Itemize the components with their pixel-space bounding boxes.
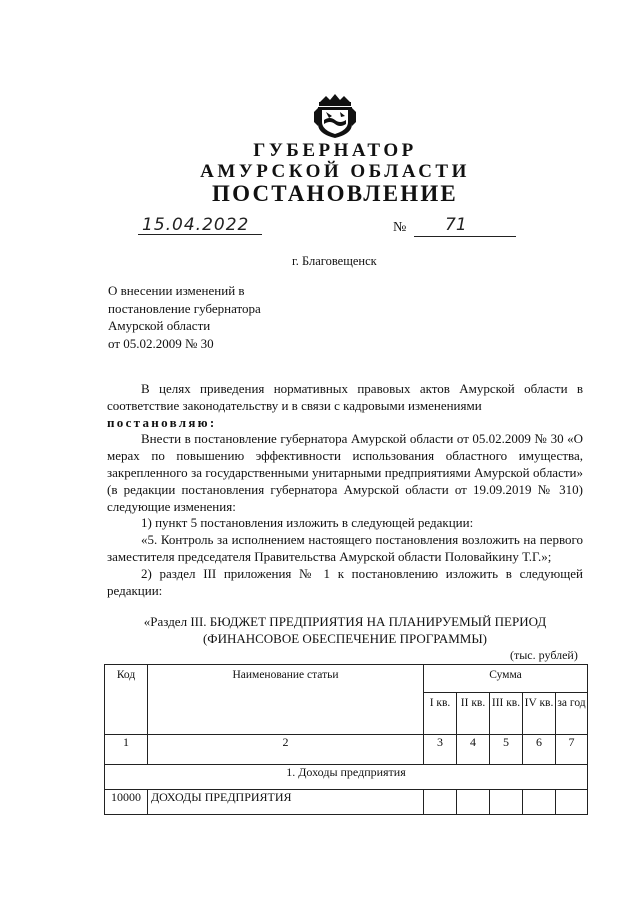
amendment-item-1: 1) пункт 5 постановления изложить в следующей редакции: <box>141 515 474 531</box>
document-date: 15.04.2022 <box>142 215 250 235</box>
number-underline <box>414 236 516 237</box>
table-row <box>105 735 588 765</box>
column-header-code: Код <box>105 665 148 735</box>
amendment-paragraph: Внести в постановление губернатора Амурской области от 05.02.2009 № 30 «О мерах по повышению эффективности использования областного имущества, закрепленного за государственными унитарными предприятиями Амурской области» (в редакции постановления губернатора Амурской области от 19.09.2019 № 310) следующие изменения: <box>107 431 583 514</box>
column-header-sum: Сумма <box>424 665 588 693</box>
city-label: г. Благовещенск <box>292 254 377 268</box>
table-row <box>105 765 588 790</box>
table-cell <box>457 790 490 815</box>
date-underline <box>138 234 262 235</box>
table-cell: 5 <box>490 735 523 765</box>
preamble-line: В целях приведения нормативных правовых актов Амурской области в <box>141 381 583 396</box>
table-row <box>105 790 588 815</box>
header-title-governor: ГУБЕРНАТОР <box>253 140 417 161</box>
section-title-line: «Раздел III. БЮДЖЕТ ПРЕДПРИЯТИЯ НА ПЛАНИРУЕМЫЙ ПЕРИОД <box>143 614 547 629</box>
budget-table <box>104 664 588 815</box>
table-cell <box>523 790 556 815</box>
amendment-item-1-text: «5. Контроль за исполнением настоящего постановления возложить на первого заместителя председателя Правительства Амурской области Половайкину Т.Г.»; <box>107 532 583 564</box>
table-cell <box>424 790 457 815</box>
table-cell-name: ДОХОДЫ ПРЕДПРИЯТИЯ <box>148 790 424 815</box>
document-number: 71 <box>445 215 467 235</box>
column-header-q1: I кв. <box>424 693 457 735</box>
header-title-region: АМУРСКОЙ ОБЛАСТИ <box>200 161 470 182</box>
column-header-q2: II кв. <box>457 693 490 735</box>
section-title <box>107 613 583 647</box>
column-header-q4: IV кв. <box>523 693 556 735</box>
table-cell: 7 <box>556 735 588 765</box>
table-cell <box>490 790 523 815</box>
column-header-q3: III кв. <box>490 693 523 735</box>
preamble-line: соответствие законодательству и в связи с кадровыми изменениями <box>107 397 482 413</box>
number-sign: № <box>393 220 407 235</box>
column-header-year: за год <box>556 693 588 735</box>
column-header-name: Наименование статьи <box>148 665 424 735</box>
amendment-item-2: 2) раздел III приложения № 1 к постановлению изложить в следующей редакции: <box>107 565 583 598</box>
table-cell <box>556 790 588 815</box>
document-subject <box>108 282 261 352</box>
table-cell: 6 <box>523 735 556 765</box>
table-header-row <box>105 665 588 693</box>
units-label: (тыс. рублей) <box>510 648 578 662</box>
table-cell: 1 <box>105 735 148 765</box>
table-section-header: 1. Доходы предприятия <box>105 765 588 790</box>
table-cell: 2 <box>148 735 424 765</box>
document-type-title: ПОСТАНОВЛЕНИЕ <box>212 181 458 206</box>
table-cell-code: 10000 <box>105 790 148 815</box>
table-cell: 3 <box>424 735 457 765</box>
amur-region-coat-of-arms-icon <box>312 92 358 140</box>
subject-line: от 05.02.2009 № 30 <box>108 335 214 351</box>
subject-line: Амурской области <box>108 318 211 333</box>
table-cell: 4 <box>457 735 490 765</box>
subject-line: О внесении изменений в <box>108 283 245 298</box>
section-title-line: (ФИНАНСОВОЕ ОБЕСПЕЧЕНИЕ ПРОГРАММЫ) <box>202 631 488 646</box>
subject-line: постановление губернатора <box>108 300 261 316</box>
decree-word: постановляю: <box>107 414 217 430</box>
document-body <box>107 381 583 599</box>
